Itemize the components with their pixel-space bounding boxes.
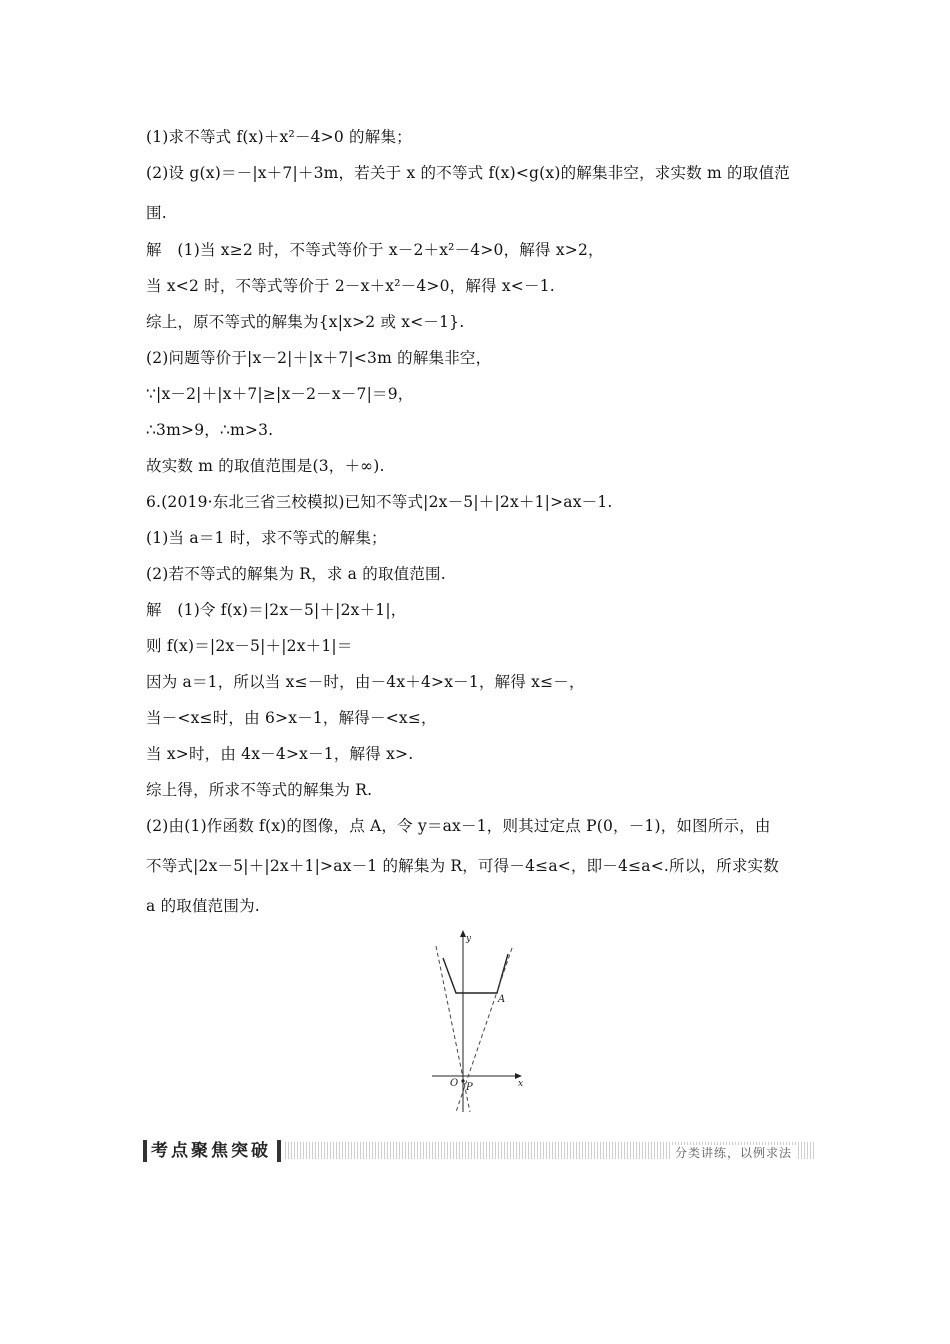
dashed-line-right: [456, 948, 512, 1112]
banner-strip: [285, 1142, 816, 1159]
text-line: (2)设 g(x)＝－|x＋7|＋3m，若关于 x 的不等式 f(x)<g(x)的解集非空，求实数 m 的取值范: [146, 164, 790, 182]
text-line: 围.: [146, 204, 167, 222]
text-line: 因为 a＝1，所以当 x≤－时，由－4x＋4>x－1，解得 x≤－，: [146, 673, 585, 691]
point-a-label: A: [498, 994, 506, 1005]
text-line: (1)求不等式 f(x)＋x²－4>0 的解集；: [146, 128, 412, 146]
text-line: 解 (1)当 x≥2 时，不等式等价于 x－2＋x²－4>0，解得 x>2，: [146, 241, 604, 259]
text-line: (1)当 a＝1 时，求不等式的解集；: [146, 529, 387, 547]
text-line: 则 f(x)＝|2x－5|＋|2x＋1|＝: [146, 637, 353, 655]
text-line: (2)若不等式的解集为 R，求 a 的取值范围.: [146, 565, 446, 583]
banner-bar-right: [277, 1140, 281, 1162]
text-line: 不等式|2x－5|＋|2x＋1|>ax－1 的解集为 R，可得－4≤a<，即－4≤a<.所以，所求实数: [146, 857, 779, 875]
banner-subtitle: 分类讲练，以例求法: [671, 1145, 796, 1162]
function-graph-figure: [420, 926, 540, 1116]
point-p-label: P: [466, 1082, 473, 1093]
text-line: 当 x<2 时，不等式等价于 2－x＋x²－4>0，解得 x<－1.: [146, 277, 555, 295]
text-line: (2)由(1)作函数 f(x)的图像，点 A，令 y＝ax－1，则其过定点 P(0，－1)，如图所示，由: [146, 817, 771, 835]
section-banner: [143, 1139, 816, 1163]
problem-heading: 6.(2019·东北三省三校模拟)已知不等式|2x－5|＋|2x＋1|>ax－1.: [146, 493, 613, 511]
point-p: [461, 1079, 464, 1082]
banner-title: 考点聚焦突破: [151, 1141, 271, 1161]
text-line: ∵|x－2|＋|x＋7|≥|x－2－x－7|＝9，: [146, 385, 414, 403]
y-axis-label: y: [466, 934, 472, 944]
origin-label: O: [450, 1078, 459, 1089]
text-line: 故实数 m 的取值范围是(3，＋∞).: [146, 457, 385, 475]
text-line: 解 (1)令 f(x)＝|2x－5|＋|2x＋1|，: [146, 601, 407, 619]
banner-bar-left: [143, 1140, 147, 1162]
text-line: 综上，原不等式的解集为{x|x>2 或 x<－1}.: [146, 313, 465, 331]
text-line: 综上得，所求不等式的解集为 R.: [146, 781, 373, 799]
text-line: 当 x>时，由 4x－4>x－1，解得 x>.: [146, 745, 414, 763]
graph-svg: [420, 926, 540, 1116]
text-line: 当－<x≤时，由 6>x－1，解得－<x≤，: [146, 709, 437, 727]
function-curve: [443, 954, 508, 993]
text-line: ∴3m>9，∴m>3.: [146, 421, 274, 439]
x-axis-label: x: [518, 1079, 524, 1089]
text-line: (2)问题等价于|x－2|＋|x＋7|<3m 的解集非空，: [146, 349, 492, 367]
text-line: a 的取值范围为.: [146, 897, 260, 915]
